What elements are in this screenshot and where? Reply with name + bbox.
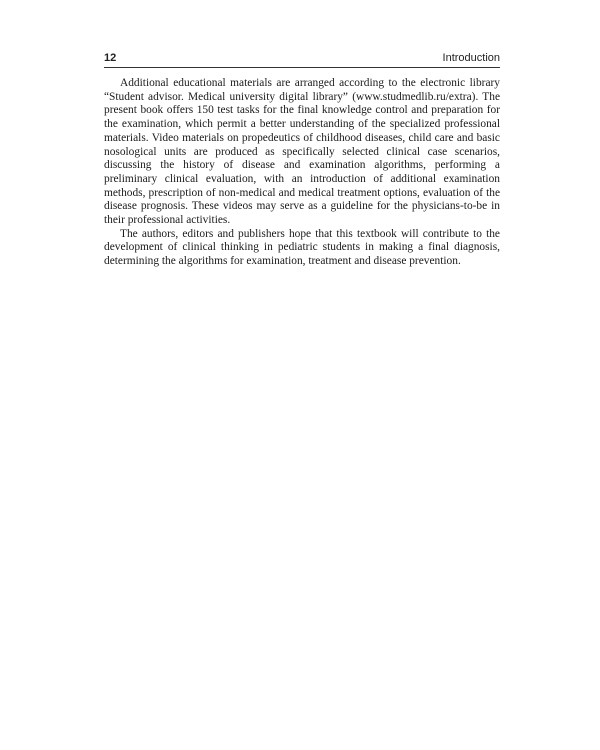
body-text [104, 77, 500, 269]
paragraph: Additional educational materials are arranged according to the electronic library “Student advisor. Medical university digital library” (www.studmedlib.ru/extra). The present book offers 150 test tasks for the final knowledge control and preparation for the examination, which permit a better understanding of the specialized professional materials. Video materials on propedeutics of childhood diseases, child care and basic nosological units are produced as specifically selected clinical case scenarios, discussing the history of disease and examination algorithms, performing a preliminary clinical evaluation, with an introduction of additional examination methods, prescription of non-medical and medical treatment options, evaluation of the disease prognosis. These videos may serve as a guideline for the physicians-to-be in their professional activities. [104, 77, 500, 227]
paragraph: The authors, editors and publishers hope that this textbook will contribute to the development of clinical thinking in pediatric students in making a final diagnosis, determining the algorithms for examination, treatment and disease prevention. [104, 227, 500, 268]
running-header [104, 51, 500, 68]
page-number: 12 [104, 52, 117, 64]
section-title: Introduction [442, 52, 500, 64]
